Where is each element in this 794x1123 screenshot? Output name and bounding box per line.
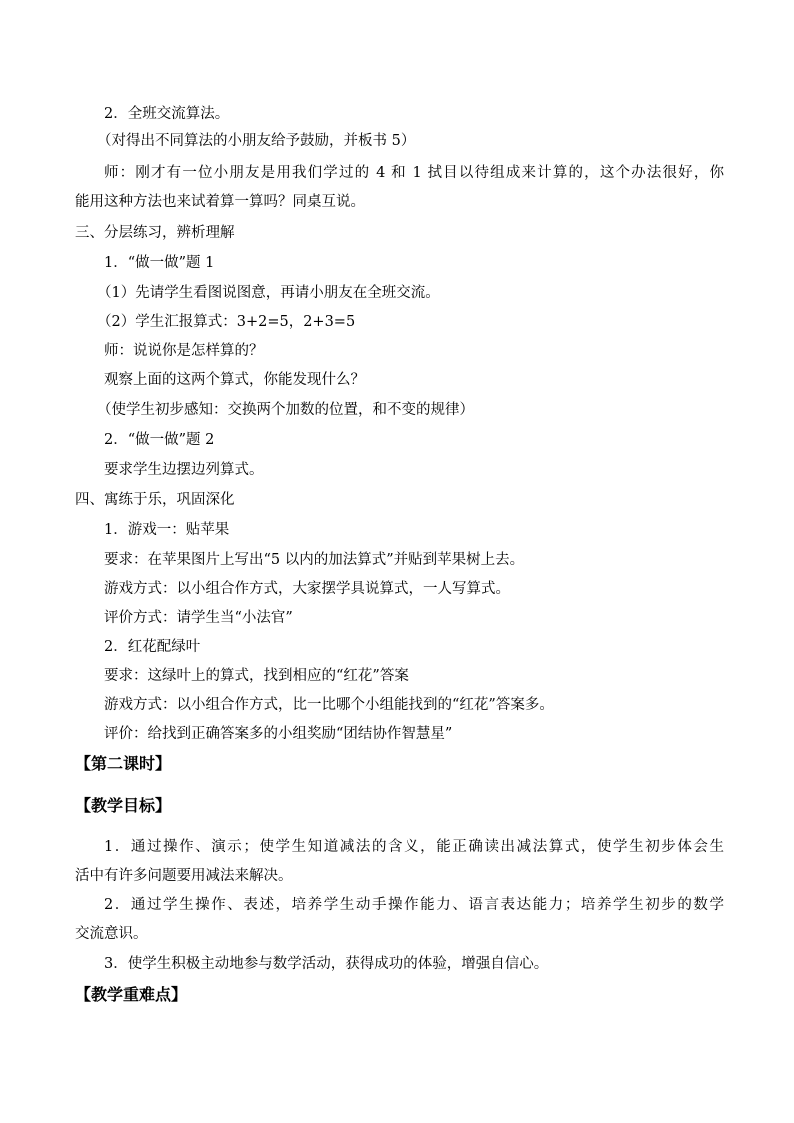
teacher-question: 师：说说你是怎样算的？: [104, 343, 264, 359]
key-points-heading: 【教学重难点】: [75, 985, 188, 1004]
teacher-prompt-line-1: 师：刚才有一位小朋友是用我们学过的 4 和 1 拭目以待组成来计算的，这个办法很好，你: [104, 165, 724, 181]
exercise-1-heading: 1．“做一做”题 1: [104, 255, 215, 271]
game-2-requirement: 要求：这绿叶上的算式，找到相应的“红花”答案: [104, 668, 409, 684]
game-1-heading: 1．游戏一：贴苹果: [104, 522, 230, 538]
game-2-method: 游戏方式：以小组合作方式，比一比哪个小组能找到的“红花”答案多。: [104, 697, 554, 713]
teacher-prompt-line-2: 能用这种方法也来试着算一算吗？同桌互说。: [75, 194, 365, 210]
exercise-1-step-1: （1）先请学生看图说图意，再请小朋友在全班交流。: [97, 285, 440, 301]
note-encourage: （对得出不同算法的小朋友给予鼓励，并板书 5）: [97, 133, 416, 149]
goal-2-line-2: 交流意识。: [75, 926, 148, 942]
teaching-goals-heading: 【教学目标】: [75, 796, 172, 815]
commutative-note: （使学生初步感知：交换两个加数的位置，和不变的规律）: [97, 402, 474, 418]
exercise-2-requirement: 要求学生边摆边列算式。: [104, 462, 264, 478]
section-four-heading: 四、寓练于乐，巩固深化: [75, 492, 235, 508]
game-1-evaluation: 评价方式：请学生当“小法官”: [104, 610, 293, 626]
game-1-method: 游戏方式：以小组合作方式，大家摆学具说算式，一人写算式。: [104, 581, 510, 597]
exercise-2-heading: 2．“做一做”题 2: [104, 432, 215, 448]
goal-1-line-1: 1．通过操作、演示；使学生知道减法的含义，能正确读出减法算式，使学生初步体会生: [104, 839, 724, 855]
step-2-heading: 2．全班交流算法。: [104, 106, 230, 122]
goal-3: 3．使学生积极主动地参与数学活动，获得成功的体验，增强自信心。: [104, 956, 549, 972]
game-1-requirement: 要求：在苹果图片上写出“5 以内的加法算式”并贴到苹果树上去。: [104, 552, 525, 568]
second-lesson-heading: 【第二课时】: [75, 754, 172, 773]
goal-1-line-2: 活中有许多问题要用减法来解决。: [75, 868, 293, 884]
exercise-1-step-2: （2）学生汇报算式：3+2=5，2+3=5: [97, 314, 356, 330]
observe-question: 观察上面的这两个算式，你能发现什么？: [104, 372, 365, 388]
goal-2-line-1: 2．通过学生操作、表述，培养学生动手操作能力、语言表达能力；培养学生初步的数学: [104, 897, 724, 913]
section-three-heading: 三、分层练习，辨析理解: [75, 225, 235, 241]
game-2-heading: 2．红花配绿叶: [104, 639, 201, 655]
game-2-evaluation: 评价：给找到正确答案多的小组奖励“团结协作智慧星”: [104, 726, 453, 742]
